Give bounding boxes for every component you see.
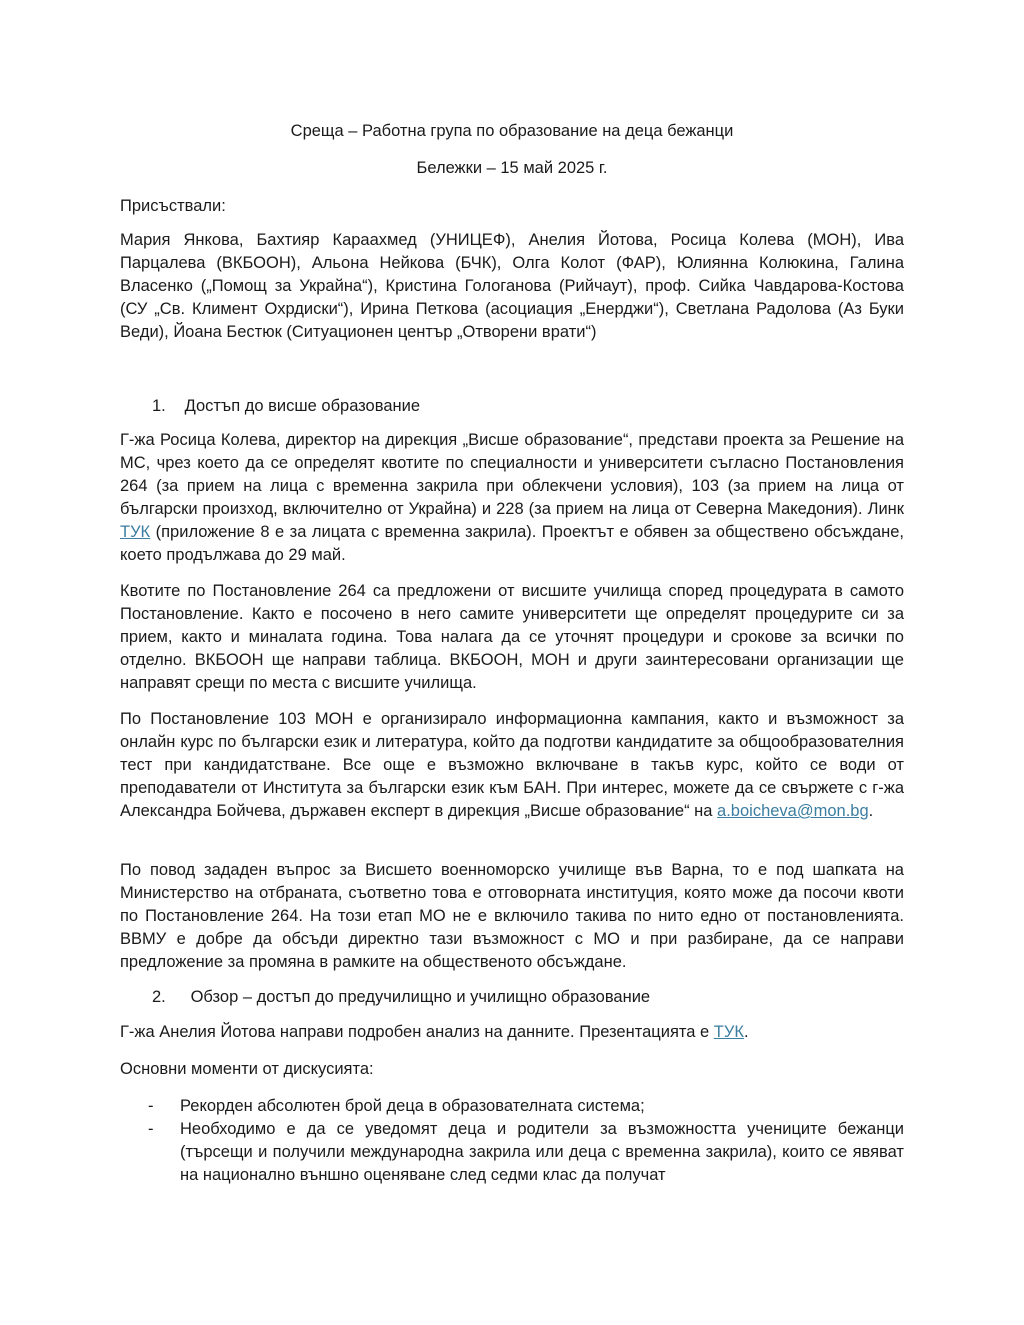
section-1-paragraph-4: По повод зададен въпрос за Висшето военноморско училище във Варна, то е под шапката на Министерство на отбраната, съответно това е отговорната институция, която може да посочи квоти по Постановление 264. На този етап МО не е включило такива по нито едно от постановленията. ВВМУ е добре да обсъди директно тази възможност с МО и при разбиране, да се направи предложение за промяна в рамките на общественото обсъждане. [120, 861, 904, 971]
dash-bullet-icon: - [148, 1097, 154, 1115]
discussion-bullet-list [120, 1095, 904, 1187]
section-2-title: Обзор – достъп до предучилищно и училищно образование [190, 988, 651, 1006]
section-2-heading [152, 986, 650, 1009]
section-2-paragraph-1 [120, 1021, 904, 1044]
paragraph-text: (приложение 8 е за лицата с временна закрила). Проектът е обявен за обществено обсъждане, което продължава до 29 май. [120, 523, 904, 564]
tuk-link-decision[interactable]: ТУК [120, 523, 151, 541]
discussion-label: Основни моменти от дискусията: [120, 1060, 374, 1078]
list-item-text: Рекорден абсолютен брой деца в образователната система; [180, 1097, 645, 1115]
section-1-paragraph-3 [120, 708, 904, 823]
list-item-text: Необходимо е да се уведомят деца и родители за възможността учениците бежанци (търсещи и получили международна закрила или деца с временна закрила), които се явяват на национално външно оценяване след седми клас да получат [180, 1120, 904, 1184]
section-1-paragraph-2: Квотите по Постановление 264 са предложени от висшите училища според процедурата в самото Постановление. Както е посочено в него самите университети ще определят процедурите си за прием, както и миналата година. Това налага да се уточнят процедури и срокове за всички по отделно. ВКБООН ще направи таблица. ВКБООН, МОН и други заинтересовани организации ще направят срещи по места с висшите училища. [120, 582, 904, 692]
section-1-heading [152, 395, 420, 418]
paragraph-text: По Постановление 103 МОН е организирало информационна кампания, както и възможност за онлайн курс по български език и литература, който да подготви кандидатите за общообразователния тест при кандидатстване. Все още е възможно включване в такъв курс, който се води от преподаватели от Института за български език към БАН. При интерес, можете да се свържете с г-жа Александра Бойчева, държавен експерт в дирекция „Висше образование“ на [120, 710, 904, 820]
document-title: Среща – Работна група по образование на деца бежанци [290, 122, 734, 140]
attendees-label: Присъствали: [120, 197, 226, 215]
document-subtitle: Бележки – 15 май 2025 г. [416, 159, 608, 177]
section-1-number: 1. [152, 397, 166, 415]
section-1-paragraph-1 [120, 429, 904, 567]
paragraph-text: Г-жа Анелия Йотова направи подробен анализ на данните. Презентацията е [120, 1023, 714, 1041]
list-item [120, 1118, 904, 1187]
list-item [120, 1095, 904, 1118]
section-2-number: 2. [152, 988, 166, 1006]
section-1-title: Достъп до висше образование [184, 397, 421, 415]
paragraph-text: . [743, 1023, 749, 1041]
email-link[interactable]: a.boicheva@mon.bg [717, 802, 869, 820]
dash-bullet-icon: - [148, 1120, 154, 1138]
tuk-link-presentation[interactable]: ТУК [713, 1023, 744, 1041]
paragraph-text: Г-жа Росица Колева, директор на дирекция „Висше образование“, представи проекта за Решение на МС, чрез което да се определят квотите по специалности и университети съгласно Постановления 264 (за прием на лица с временна закрила при облекчени условия), 103 (за прием на лица от български произход, включително от Украйна) и 228 (за прием на лица от Северна Македония). Линк [120, 431, 904, 518]
paragraph-text: . [868, 802, 874, 820]
attendees-list: Мария Янкова, Бахтияр Караахмед (УНИЦЕФ), Анелия Йотова, Росица Колева (МОН), Ива Парцалева (ВКБООН), Альона Нейкова (БЧК), Олга Колот (ФАР), Юлиянна Колюкина, Галина Власенко („Помощ за Украйна“), Кристина Гологанова (Рийчаут), проф. Сийка Чавдарова-Костова (СУ „Св. Климент Охрдиски“), Ирина Петкова (асоциация „Енерджи“), Светлана Радолова (Аз Буки Веди), Йоана Бестюк (Ситуационен център „Отворени врати“) [120, 231, 904, 341]
